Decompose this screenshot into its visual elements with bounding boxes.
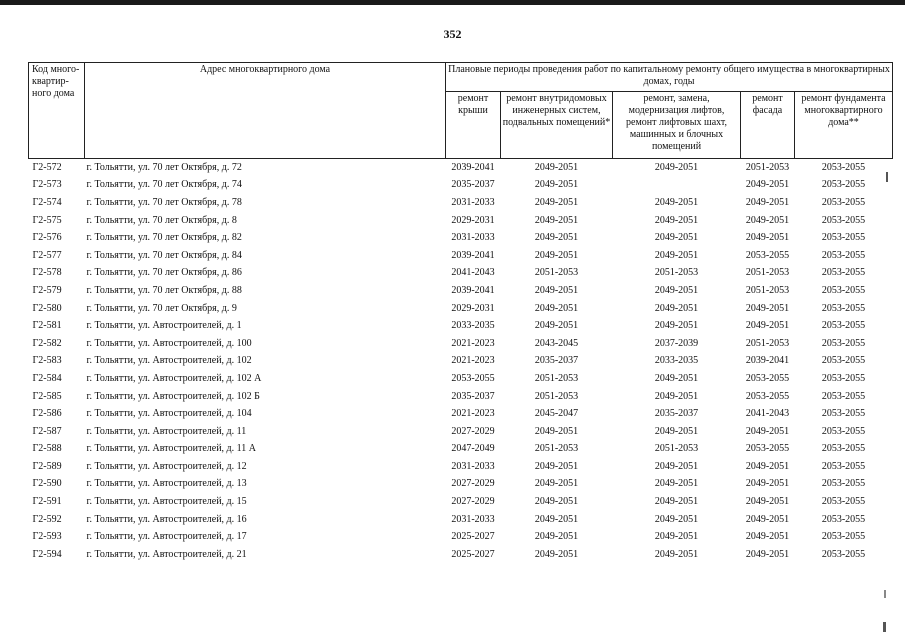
foundation-period-cell: 2053-2055: [821, 232, 866, 244]
table-row: [29, 177, 893, 195]
foundation-period-cell: 2053-2055: [821, 320, 866, 332]
house-code-cell: Г2-585: [32, 390, 62, 402]
facade-period-cell: 2051-2053: [745, 161, 790, 173]
systems-period-cell: 2049-2051: [534, 302, 579, 314]
elevator-period-cell: 2049-2051: [654, 232, 699, 244]
address-cell: г. Тольятти, ул. Автостроителей, д. 12: [86, 460, 247, 472]
elevator-period-cell: 2049-2051: [654, 249, 699, 261]
elevator-period-cell: 2049-2051: [654, 460, 699, 472]
systems-period-cell: 2049-2051: [534, 214, 579, 226]
house-code-cell: Г2-593: [32, 531, 62, 543]
table-row: [29, 229, 893, 247]
roof-period-cell: 2039-2041: [451, 284, 495, 296]
address-cell: г. Тольятти, ул. Автостроителей, д. 11: [86, 425, 247, 437]
facade-period-cell: 2041-2043: [745, 408, 790, 420]
roof-period-cell: 2029-2031: [451, 302, 495, 314]
elevator-period-cell: 2049-2051: [654, 372, 699, 384]
foundation-period-cell: 2053-2055: [821, 531, 866, 543]
roof-period-cell: 2033-2035: [451, 320, 495, 332]
elevator-period-cell: 2049-2051: [654, 196, 699, 208]
table-row: [29, 335, 893, 353]
foundation-period-cell: 2053-2055: [821, 372, 866, 384]
elevator-period-cell: 2049-2051: [654, 284, 699, 296]
table-row: [29, 476, 893, 494]
house-code-cell: Г2-580: [32, 302, 62, 314]
house-code-cell: Г2-579: [32, 284, 62, 296]
foundation-period-cell: 2053-2055: [821, 390, 866, 402]
foundation-period-cell: 2053-2055: [821, 478, 866, 490]
house-code-cell: Г2-594: [32, 548, 62, 560]
address-cell: г. Тольятти, ул. Автостроителей, д. 1: [86, 320, 242, 332]
facade-period-cell: 2051-2053: [745, 284, 790, 296]
header-elevator-repair: ремонт, замена, модернизация лифтов, ремонт лифтовых шахт, машинных и блочных помещений: [613, 92, 741, 159]
address-cell: г. Тольятти, ул. 70 лет Октября, д. 84: [86, 249, 242, 261]
systems-period-cell: 2049-2051: [534, 513, 579, 525]
address-cell: г. Тольятти, ул. 70 лет Октября, д. 86: [86, 267, 242, 279]
header-foundation-repair: ремонт фундамента многоквартирного дома**: [795, 92, 893, 159]
roof-period-cell: 2027-2029: [451, 496, 495, 508]
table-row: [29, 423, 893, 441]
elevator-period-cell: 2051-2053: [654, 443, 699, 455]
elevator-period-cell: 2037-2039: [654, 337, 699, 349]
house-code-cell: Г2-578: [32, 267, 62, 279]
roof-period-cell: 2031-2033: [451, 232, 495, 244]
address-cell: г. Тольятти, ул. 70 лет Октября, д. 9: [86, 302, 237, 314]
house-code-cell: Г2-589: [32, 460, 62, 472]
house-code-cell: Г2-575: [32, 214, 62, 226]
header-address: Адрес многоквартирного дома: [85, 63, 446, 159]
table-row: [29, 353, 893, 371]
facade-period-cell: 2049-2051: [745, 232, 790, 244]
house-code-cell: Г2-587: [32, 425, 62, 437]
address-cell: г. Тольятти, ул. 70 лет Октября, д. 72: [86, 161, 242, 173]
address-cell: г. Тольятти, ул. 70 лет Октября, д. 8: [86, 214, 237, 226]
table-row: [29, 388, 893, 406]
scan-speck: [886, 172, 888, 182]
repair-schedule-table: [28, 62, 893, 564]
roof-period-cell: 2031-2033: [451, 196, 495, 208]
elevator-period-cell: 2049-2051: [654, 390, 699, 402]
address-cell: г. Тольятти, ул. Автостроителей, д. 102: [86, 355, 252, 367]
elevator-period-cell: 2049-2051: [654, 425, 699, 437]
roof-period-cell: 2029-2031: [451, 214, 495, 226]
address-cell: г. Тольятти, ул. Автостроителей, д. 100: [86, 337, 252, 349]
systems-period-cell: 2049-2051: [534, 496, 579, 508]
address-cell: г. Тольятти, ул. Автостроителей, д. 16: [86, 513, 247, 525]
foundation-period-cell: 2053-2055: [821, 460, 866, 472]
header-facade-repair: ремонт фасада: [741, 92, 795, 159]
foundation-period-cell: 2053-2055: [821, 267, 866, 279]
table-body: [29, 159, 893, 564]
systems-period-cell: 2051-2053: [534, 267, 579, 279]
house-code-cell: Г2-584: [32, 372, 62, 384]
facade-period-cell: 2053-2055: [745, 390, 790, 402]
table-row: [29, 441, 893, 459]
facade-period-cell: 2051-2053: [745, 267, 790, 279]
foundation-period-cell: 2053-2055: [821, 355, 866, 367]
address-cell: г. Тольятти, ул. 70 лет Октября, д. 74: [86, 179, 242, 191]
roof-period-cell: 2021-2023: [451, 337, 495, 349]
facade-period-cell: 2049-2051: [745, 496, 790, 508]
roof-period-cell: 2039-2041: [451, 249, 495, 261]
facade-period-cell: 2049-2051: [745, 320, 790, 332]
systems-period-cell: 2049-2051: [534, 284, 579, 296]
header-planned-periods: Плановые периоды проведения работ по капитальному ремонту общего имущества в многоквартирных домах, годы: [446, 63, 893, 92]
elevator-period-cell: 2049-2051: [654, 161, 699, 173]
house-code-cell: Г2-592: [32, 513, 62, 525]
systems-period-cell: 2051-2053: [534, 390, 579, 402]
page-number: 352: [443, 27, 462, 41]
elevator-period-cell: 2049-2051: [654, 531, 699, 543]
elevator-period-cell: 2051-2053: [654, 267, 699, 279]
elevator-period-cell: 2049-2051: [654, 302, 699, 314]
systems-period-cell: 2049-2051: [534, 548, 579, 560]
table-row: [29, 282, 893, 300]
roof-period-cell: 2047-2049: [451, 443, 495, 455]
roof-period-cell: 2021-2023: [451, 355, 495, 367]
house-code-cell: Г2-574: [32, 196, 62, 208]
table-row: [29, 458, 893, 476]
roof-period-cell: 2031-2033: [451, 460, 495, 472]
house-code-cell: Г2-591: [32, 496, 62, 508]
facade-period-cell: 2049-2051: [745, 478, 790, 490]
roof-period-cell: 2025-2027: [451, 548, 495, 560]
facade-period-cell: 2049-2051: [745, 460, 790, 472]
systems-period-cell: 2049-2051: [534, 196, 579, 208]
roof-period-cell: 2021-2023: [451, 408, 495, 420]
facade-period-cell: 2051-2053: [745, 337, 790, 349]
foundation-period-cell: 2053-2055: [821, 284, 866, 296]
table-row: [29, 212, 893, 230]
elevator-period-cell: [613, 177, 741, 195]
elevator-period-cell: 2049-2051: [654, 548, 699, 560]
roof-period-cell: 2027-2029: [451, 425, 495, 437]
facade-period-cell: 2049-2051: [745, 513, 790, 525]
address-cell: г. Тольятти, ул. Автостроителей, д. 13: [86, 478, 247, 490]
foundation-period-cell: 2053-2055: [821, 408, 866, 420]
facade-period-cell: 2053-2055: [745, 372, 790, 384]
address-cell: г. Тольятти, ул. 70 лет Октября, д. 88: [86, 284, 242, 296]
roof-period-cell: 2025-2027: [451, 531, 495, 543]
house-code-cell: Г2-572: [32, 161, 62, 173]
address-cell: г. Тольятти, ул. Автостроителей, д. 21: [86, 548, 247, 560]
systems-period-cell: 2049-2051: [534, 460, 579, 472]
address-cell: г. Тольятти, ул. Автостроителей, д. 102 А: [86, 372, 262, 384]
roof-period-cell: 2027-2029: [451, 478, 495, 490]
systems-period-cell: 2049-2051: [534, 161, 579, 173]
address-cell: г. Тольятти, ул. Автостроителей, д. 102 Б: [86, 390, 260, 402]
systems-period-cell: 2049-2051: [534, 478, 579, 490]
systems-period-cell: 2035-2037: [534, 355, 579, 367]
table-row: [29, 317, 893, 335]
systems-period-cell: 2043-2045: [534, 337, 579, 349]
table-row: [29, 159, 893, 177]
facade-period-cell: 2049-2051: [745, 196, 790, 208]
elevator-period-cell: 2049-2051: [654, 478, 699, 490]
facade-period-cell: 2053-2055: [745, 443, 790, 455]
elevator-period-cell: 2033-2035: [654, 355, 699, 367]
systems-period-cell: 2051-2053: [534, 443, 579, 455]
address-cell: г. Тольятти, ул. Автостроителей, д. 11 А: [86, 443, 256, 455]
foundation-period-cell: 2053-2055: [821, 161, 866, 173]
header-roof-repair: ремонт крыши: [446, 92, 501, 159]
facade-period-cell: 2049-2051: [745, 548, 790, 560]
foundation-period-cell: 2053-2055: [821, 179, 866, 191]
facade-period-cell: 2049-2051: [745, 531, 790, 543]
systems-period-cell: 2049-2051: [534, 249, 579, 261]
address-cell: г. Тольятти, ул. 70 лет Октября, д. 82: [86, 232, 242, 244]
address-cell: г. Тольятти, ул. Автостроителей, д. 17: [86, 531, 247, 543]
address-cell: г. Тольятти, ул. Автостроителей, д. 15: [86, 496, 247, 508]
elevator-period-cell: 2035-2037: [654, 408, 699, 420]
foundation-period-cell: 2053-2055: [821, 196, 866, 208]
foundation-period-cell: 2053-2055: [821, 443, 866, 455]
house-code-cell: Г2-576: [32, 232, 62, 244]
foundation-period-cell: 2053-2055: [821, 496, 866, 508]
table-row: [29, 247, 893, 265]
foundation-period-cell: 2053-2055: [821, 513, 866, 525]
elevator-period-cell: 2049-2051: [654, 513, 699, 525]
scan-top-edge: [0, 0, 905, 5]
facade-period-cell: 2049-2051: [745, 425, 790, 437]
foundation-period-cell: 2053-2055: [821, 302, 866, 314]
systems-period-cell: 2049-2051: [534, 320, 579, 332]
house-code-cell: Г2-582: [32, 337, 62, 349]
roof-period-cell: 2041-2043: [451, 267, 495, 279]
house-code-cell: Г2-583: [32, 355, 62, 367]
scan-speck: [883, 622, 886, 632]
systems-period-cell: 2051-2053: [534, 372, 579, 384]
scan-speck: [884, 590, 886, 598]
header-systems-repair: ремонт внутридомовых инженерных систем, подвальных помещений*: [501, 92, 613, 159]
table-row: [29, 546, 893, 564]
table-row: [29, 194, 893, 212]
house-code-cell: Г2-581: [32, 320, 62, 332]
table-row: [29, 511, 893, 529]
roof-period-cell: 2035-2037: [451, 179, 495, 191]
foundation-period-cell: 2053-2055: [821, 425, 866, 437]
foundation-period-cell: 2053-2055: [821, 249, 866, 261]
systems-period-cell: 2049-2051: [534, 531, 579, 543]
house-code-cell: Г2-577: [32, 249, 62, 261]
house-code-cell: Г2-586: [32, 408, 62, 420]
facade-period-cell: 2039-2041: [745, 355, 790, 367]
house-code-cell: Г2-588: [32, 443, 62, 455]
systems-period-cell: 2045-2047: [534, 408, 579, 420]
table-row: [29, 300, 893, 318]
address-cell: г. Тольятти, ул. 70 лет Октября, д. 78: [86, 196, 242, 208]
table-row: [29, 405, 893, 423]
elevator-period-cell: 2049-2051: [654, 496, 699, 508]
roof-period-cell: 2039-2041: [451, 161, 495, 173]
elevator-period-cell: 2049-2051: [654, 214, 699, 226]
house-code-cell: Г2-573: [32, 179, 62, 191]
roof-period-cell: 2053-2055: [451, 372, 495, 384]
facade-period-cell: 2049-2051: [745, 302, 790, 314]
systems-period-cell: 2049-2051: [534, 232, 579, 244]
systems-period-cell: 2049-2051: [534, 179, 579, 191]
table-row: [29, 370, 893, 388]
table-row: [29, 528, 893, 546]
table-row: [29, 493, 893, 511]
foundation-period-cell: 2053-2055: [821, 337, 866, 349]
table-row: [29, 265, 893, 283]
address-cell: г. Тольятти, ул. Автостроителей, д. 104: [86, 408, 252, 420]
foundation-period-cell: 2053-2055: [821, 548, 866, 560]
foundation-period-cell: 2053-2055: [821, 214, 866, 226]
header-house-code: Код много-квартир-ного дома: [29, 63, 85, 159]
roof-period-cell: 2035-2037: [451, 390, 495, 402]
roof-period-cell: 2031-2033: [451, 513, 495, 525]
elevator-period-cell: 2049-2051: [654, 320, 699, 332]
systems-period-cell: 2049-2051: [534, 425, 579, 437]
house-code-cell: Г2-590: [32, 478, 62, 490]
facade-period-cell: 2049-2051: [745, 179, 790, 191]
facade-period-cell: 2049-2051: [745, 214, 790, 226]
facade-period-cell: 2053-2055: [745, 249, 790, 261]
